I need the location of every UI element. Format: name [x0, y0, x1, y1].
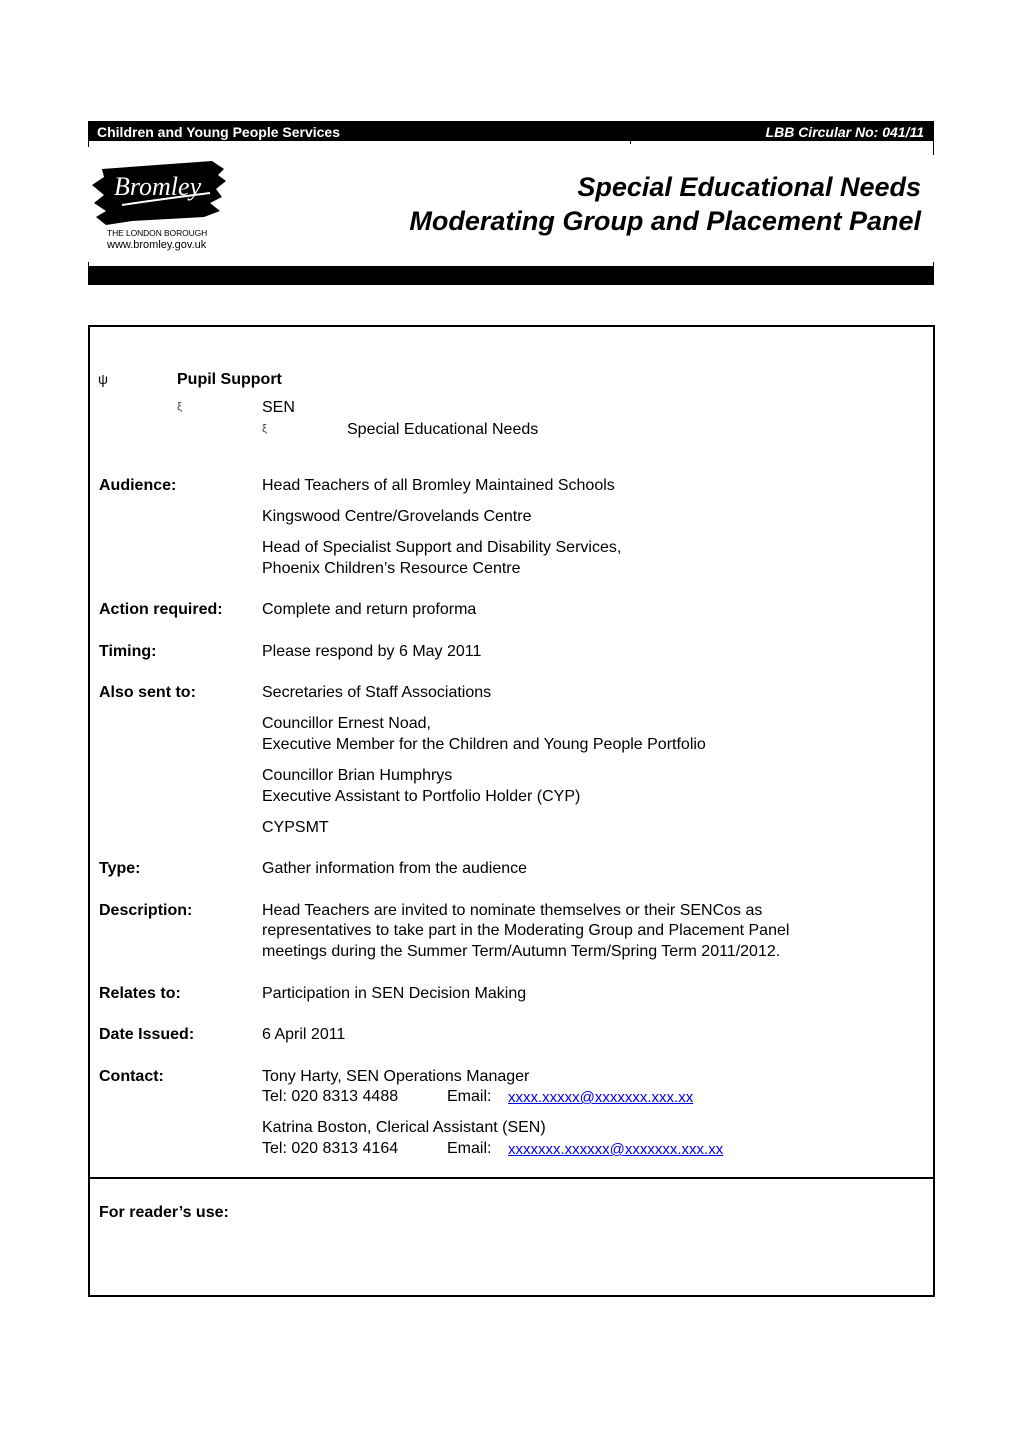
action-label: Action required: [99, 601, 223, 618]
contact-name: Katrina Boston, Clerical Assistant (SEN) [262, 1119, 546, 1136]
page-title [409, 170, 921, 238]
relates-value: Participation in SEN Decision Making [262, 985, 527, 1002]
header-tick-right [933, 141, 934, 155]
timing-value: Please respond by 6 May 2011 [262, 643, 482, 660]
type-label: Type: [99, 860, 141, 877]
contact-email-label: Email: [447, 1140, 492, 1157]
category-pupil-support: Pupil Support [177, 371, 282, 388]
header-tick-left [88, 141, 89, 147]
category-bullet-icon: ψ [98, 371, 108, 387]
also-sent-line: Executive Member for the Children and Young People Portfolio [262, 736, 706, 753]
contact-email-link[interactable]: xxxx.xxxxx@xxxxxxx.xxx.xx [508, 1089, 694, 1106]
subsubcategory-bullet-icon: ξ [262, 423, 267, 435]
logo-borough-text: THE LONDON BOROUGH [107, 228, 208, 238]
also-sent-label: Also sent to: [99, 684, 196, 701]
also-sent-line: Executive Assistant to Portfolio Holder (CYP) [262, 788, 581, 805]
action-value: Complete and return proforma [262, 601, 477, 618]
date-issued-label: Date Issued: [99, 1026, 195, 1043]
description-line: meetings during the Summer Term/Autumn Term/Spring Term 2011/2012. [262, 943, 781, 960]
header-tick-mid [630, 141, 631, 144]
logo-website-text: www.bromley.gov.uk [107, 239, 207, 251]
band-tick-left [88, 262, 89, 266]
contact-label: Contact: [99, 1068, 164, 1085]
subcategory-bullet-icon: ξ [177, 401, 182, 413]
audience-line: Kingswood Centre/Grovelands Centre [262, 508, 532, 525]
also-sent-line: CYPSMT [262, 819, 329, 836]
also-sent-line: Councillor Ernest Noad, [262, 715, 431, 732]
audience-line: Head of Specialist Support and Disability Services, [262, 539, 622, 556]
audience-label: Audience: [99, 477, 177, 494]
date-issued-value: 6 April 2011 [262, 1026, 346, 1043]
section-divider [88, 1177, 935, 1179]
contact-tel: Tel: 020 8313 4488 [262, 1088, 399, 1105]
timing-label: Timing: [99, 643, 157, 660]
header-bar [88, 121, 934, 141]
contact-tel: Tel: 020 8313 4164 [262, 1140, 399, 1157]
audience-line: Phoenix Children’s Resource Centre [262, 560, 521, 577]
title-line-2: Moderating Group and Placement Panel [409, 206, 921, 236]
circular-number: LBB Circular No: 041/11 [765, 124, 924, 140]
logo-wordmark: Bromley [114, 172, 202, 201]
department-name: Children and Young People Services [97, 124, 340, 140]
contact-name: Tony Harty, SEN Operations Manager [262, 1068, 530, 1085]
category-special-educational-needs: Special Educational Needs [347, 421, 539, 438]
also-sent-line: Councillor Brian Humphrys [262, 767, 453, 784]
title-line-1: Special Educational Needs [577, 172, 921, 202]
also-sent-line: Secretaries of Staff Associations [262, 684, 492, 701]
type-value: Gather information from the audience [262, 860, 528, 877]
description-label: Description: [99, 902, 193, 919]
audience-line: Head Teachers of all Bromley Maintained Schools [262, 477, 615, 494]
contact-email-link[interactable]: xxxxxxx.xxxxxx@xxxxxxx.xxx.xx [508, 1141, 724, 1158]
category-sen: SEN [262, 399, 295, 416]
relates-label: Relates to: [99, 985, 181, 1002]
description-line: representatives to take part in the Moderating Group and Placement Panel [262, 922, 790, 939]
reader-use-label: For reader’s use: [99, 1204, 229, 1221]
header-band [88, 266, 934, 285]
description-line: Head Teachers are invited to nominate themselves or their SENCos as [262, 902, 763, 919]
band-tick-right [933, 262, 934, 266]
contact-email-label: Email: [447, 1088, 492, 1105]
